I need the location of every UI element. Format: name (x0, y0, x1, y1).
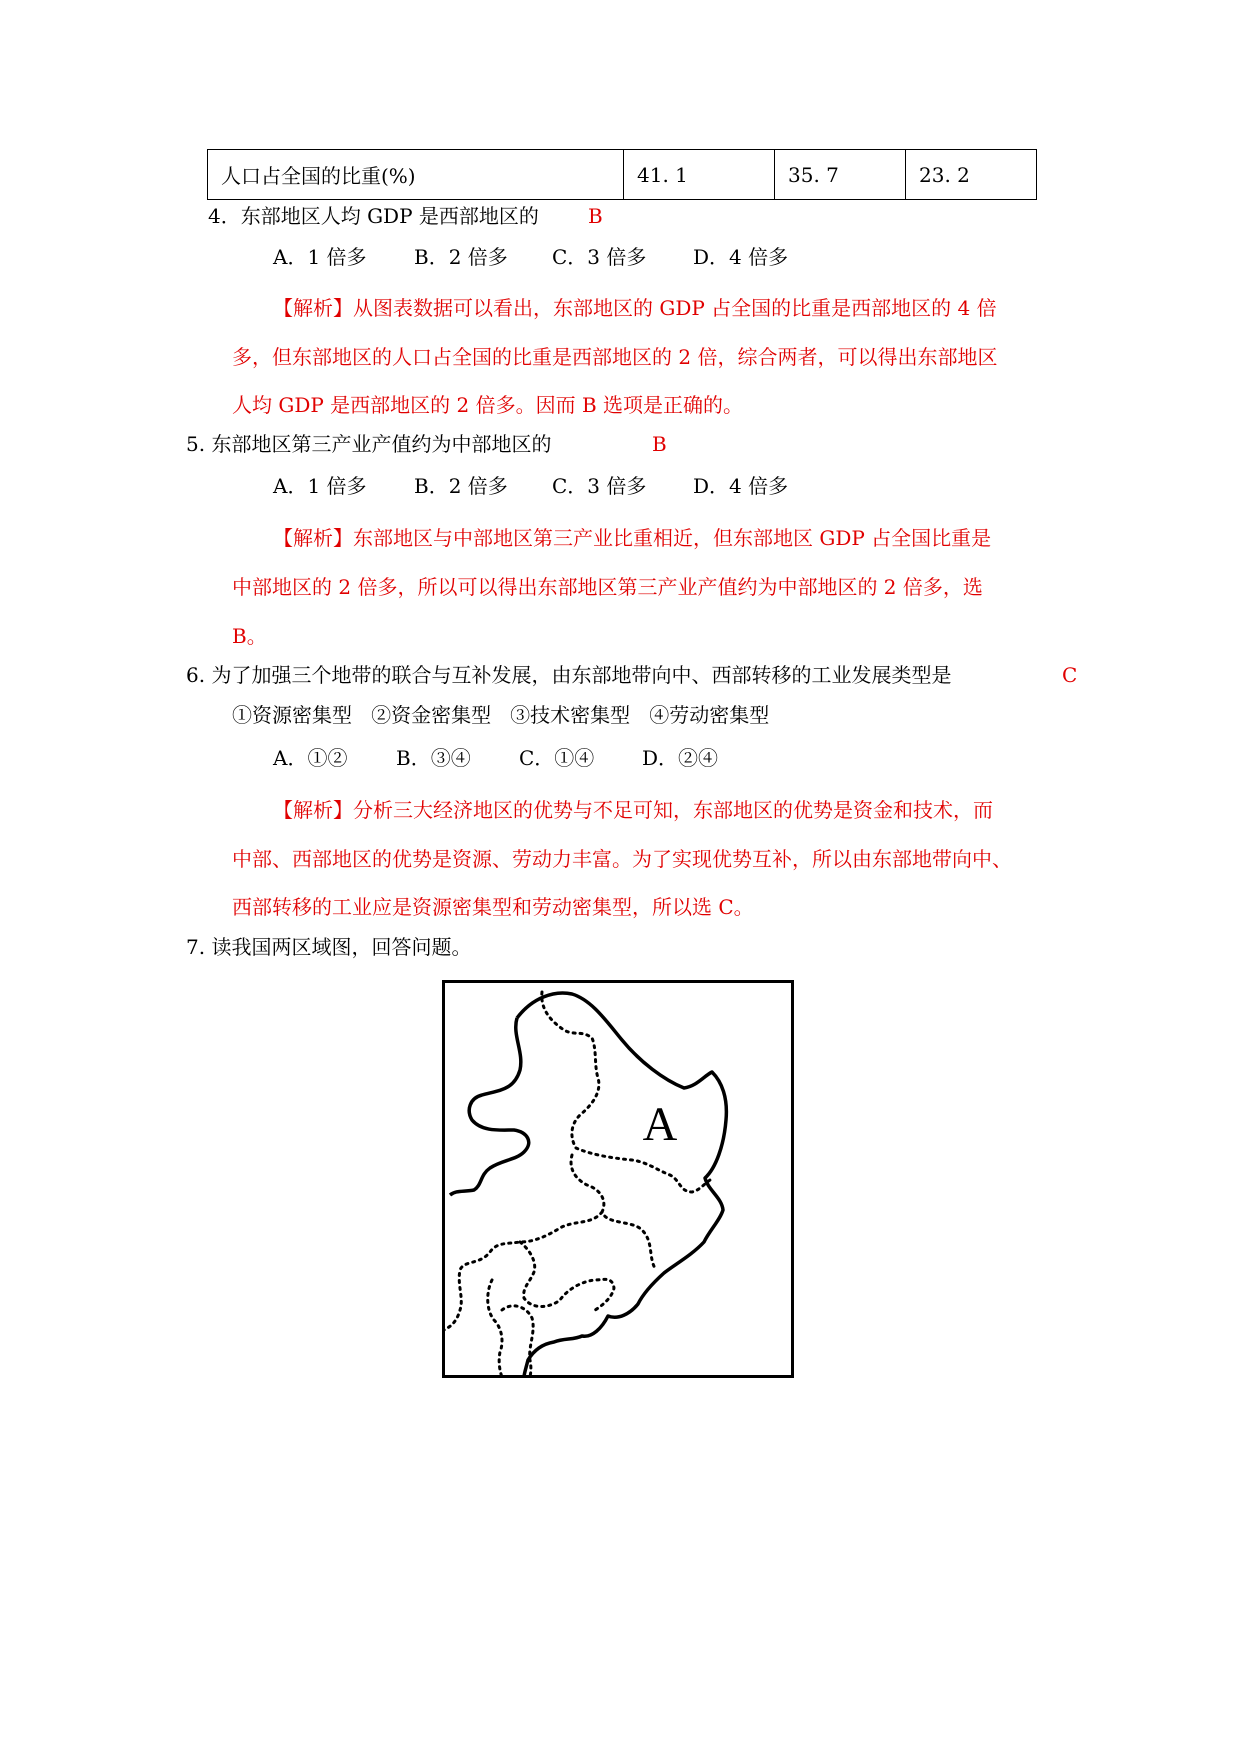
q5-analysis-line-2: 中部地区的 2 倍多，所以可以得出东部地区第三产业产值约为中部地区的 2 倍多，选 (232, 575, 983, 599)
q4-option-b: B．2 倍多 (414, 245, 508, 269)
table-cell-central: 35. 7 (775, 150, 906, 200)
analysis-tag: 【解析】 (273, 526, 353, 550)
q4-analysis-line-2: 多，但东部地区的人口占全国的比重是西部地区的 2 倍，综合两者，可以得出东部地区 (232, 345, 998, 369)
table-cell-label: 人口占全国的比重(%) (208, 150, 624, 200)
q4-stem: 4．东部地区人均 GDP 是西部地区的 (208, 204, 539, 228)
q5-option-b: B．2 倍多 (414, 474, 508, 498)
q6-items: ①资源密集型 ②资金密集型 ③技术密集型 ④劳动密集型 (232, 703, 770, 727)
q4-option-c: C．3 倍多 (552, 245, 647, 269)
q6-option-d: D．②④ (642, 746, 719, 770)
table-cell-east: 41. 1 (624, 150, 775, 200)
q6-option-a: A．①② (273, 746, 348, 770)
q6-answer: C (1062, 663, 1078, 687)
q5-answer: B (652, 432, 667, 456)
q4-analysis-line-3: 人均 GDP 是西部地区的 2 倍多。因而 B 选项是正确的。 (232, 393, 744, 417)
q6-option-c: C．①④ (519, 746, 595, 770)
data-table (207, 149, 1037, 200)
q4-analysis-line-1: 【解析】从图表数据可以看出，东部地区的 GDP 占全国的比重是西部地区的 4 倍 (273, 296, 997, 320)
q6-analysis-line-3: 西部转移的工业应是资源密集型和劳动密集型，所以选 C。 (232, 895, 754, 919)
q4-answer: B (588, 204, 603, 228)
map-label-a: A (642, 1098, 678, 1151)
q7-stem: 7. 读我国两区域图，回答问题。 (186, 935, 472, 959)
table-cell-west: 23. 2 (906, 150, 1037, 200)
q5-analysis-line-1: 【解析】东部地区与中部地区第三产业比重相近，但东部地区 GDP 占全国比重是 (273, 526, 992, 550)
q6-analysis-line-2: 中部、西部地区的优势是资源、劳动力丰富。为了实现优势互补，所以由东部地带向中、 (232, 847, 1012, 871)
region-map (442, 980, 794, 1378)
q4-option-a: A．1 倍多 (273, 245, 367, 269)
q6-option-b: B．③④ (396, 746, 471, 770)
q5-option-a: A．1 倍多 (273, 474, 367, 498)
q5-analysis-line-3: B。 (232, 624, 267, 648)
q5-option-d: D．4 倍多 (693, 474, 789, 498)
table-row (208, 150, 1037, 200)
q6-stem: 6. 为了加强三个地带的联合与互补发展，由东部地带向中、西部转移的工业发展类型是 (186, 663, 952, 687)
q4-option-d: D．4 倍多 (693, 245, 789, 269)
q6-analysis-line-1: 【解析】分析三大经济地区的优势与不足可知，东部地区的优势是资金和技术，而 (273, 798, 993, 822)
analysis-tag: 【解析】 (273, 296, 353, 320)
q5-option-c: C．3 倍多 (552, 474, 647, 498)
analysis-tag: 【解析】 (273, 798, 353, 822)
q5-stem: 5. 东部地区第三产业产值约为中部地区的 (186, 432, 552, 456)
